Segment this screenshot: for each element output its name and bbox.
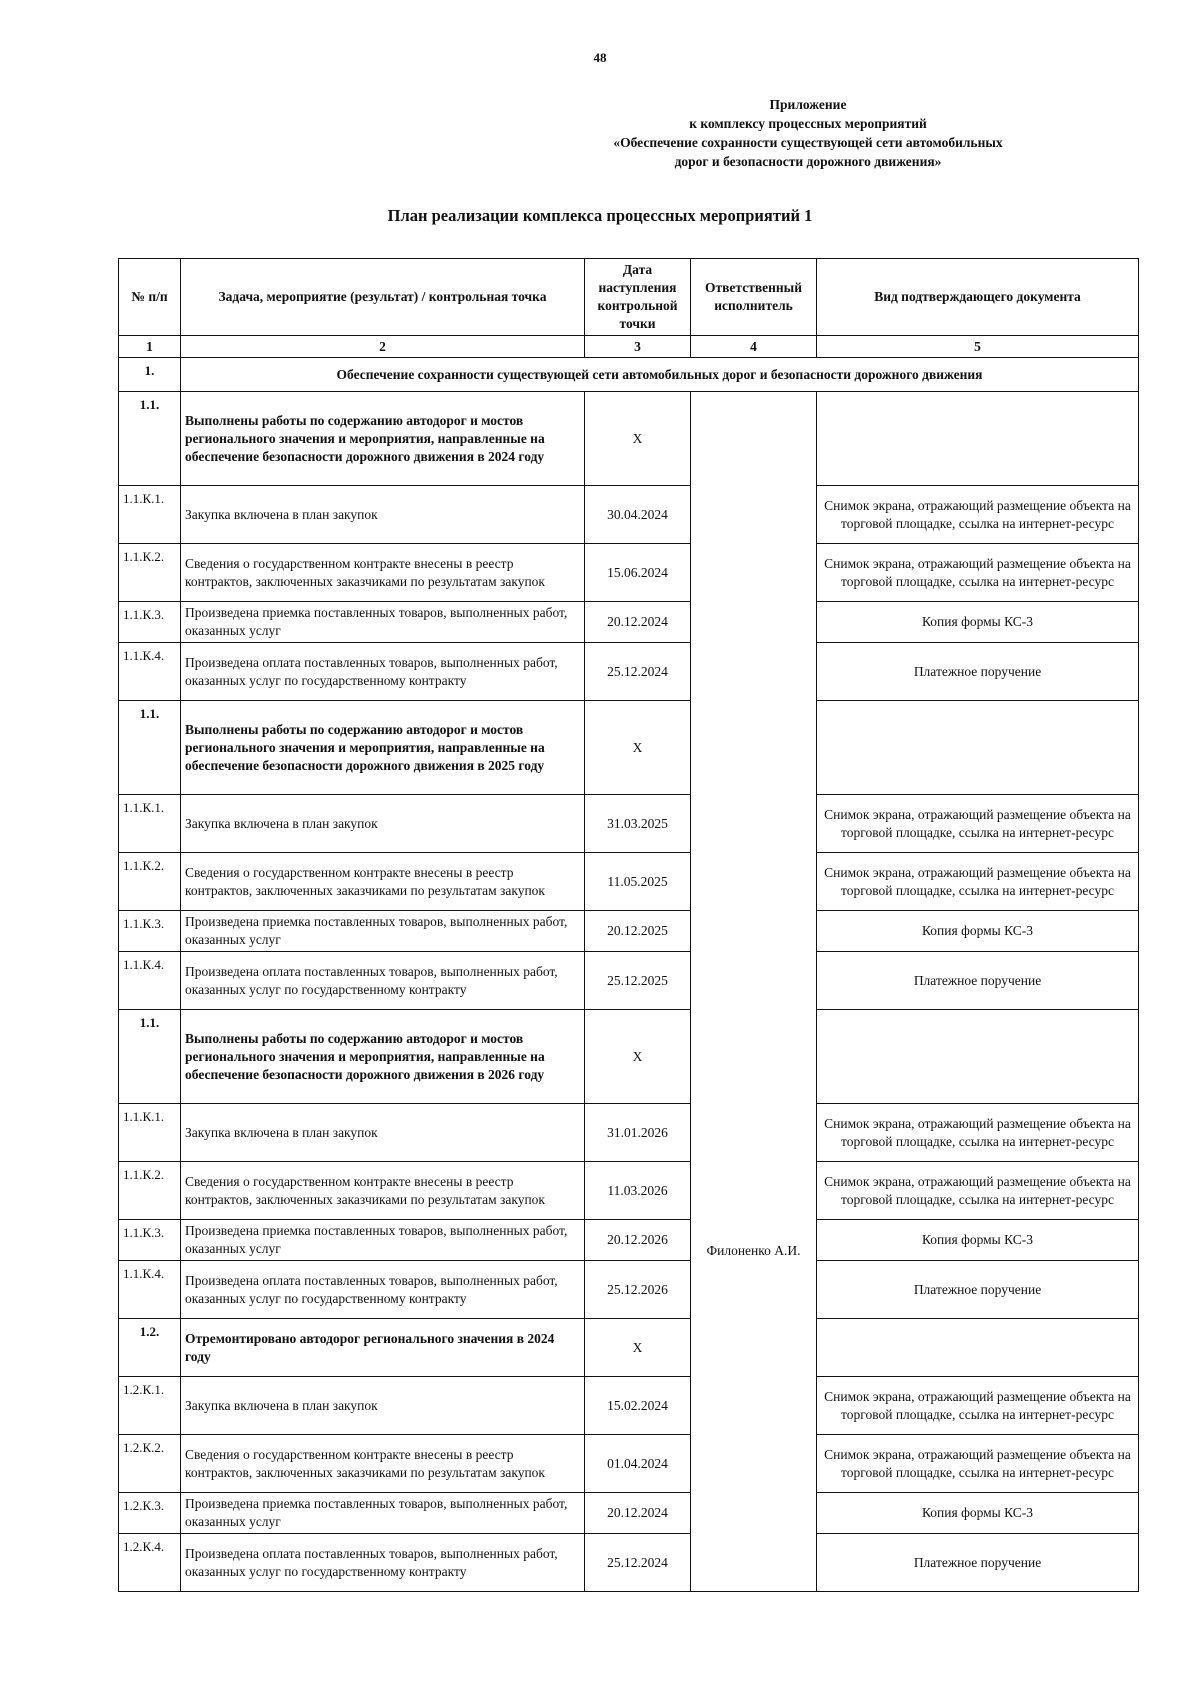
row-number: 1.1. <box>119 1010 181 1104</box>
row-date: 15.06.2024 <box>585 544 691 602</box>
row-document <box>817 1010 1139 1104</box>
row-number: 1.1.К.1. <box>119 1104 181 1162</box>
row-number: 1.1.К.3. <box>119 911 181 952</box>
header-date: Дата наступления контрольной точки <box>585 259 691 336</box>
checkpoint-row <box>119 602 1139 643</box>
row-date: 01.04.2024 <box>585 1435 691 1493</box>
row-task: Произведена приемка поставленных товаров, выполненных работ, оказанных услуг <box>181 911 585 952</box>
checkpoint-row <box>119 795 1139 853</box>
column-number-row <box>119 336 1139 358</box>
row-number: 1.1. <box>119 701 181 795</box>
row-task: Выполнены работы по содержанию автодорог и мостов регионального значения и мероприятия, направленные на обеспечение безопасности дорожного движения в 2026 году <box>181 1010 585 1104</box>
row-task: Закупка включена в план закупок <box>181 486 585 544</box>
row-number: 1.2.К.2. <box>119 1435 181 1493</box>
row-date: 30.04.2024 <box>585 486 691 544</box>
header-document: Вид подтверждающего документа <box>817 259 1139 336</box>
row-document: Снимок экрана, отражающий размещение объекта на торговой площадке, ссылка на интернет-ресурс <box>817 795 1139 853</box>
row-task: Сведения о государственном контракте внесены в реестр контрактов, заключенных заказчиками по результатам закупок <box>181 1162 585 1220</box>
task-row <box>119 701 1139 795</box>
row-date: 20.12.2024 <box>585 1493 691 1534</box>
checkpoint-row <box>119 1104 1139 1162</box>
row-number: 1.2.К.3. <box>119 1493 181 1534</box>
row-date: X <box>585 701 691 795</box>
checkpoint-row <box>119 911 1139 952</box>
row-date: 31.03.2025 <box>585 795 691 853</box>
task-row <box>119 1319 1139 1377</box>
row-document: Копия формы КС-3 <box>817 1220 1139 1261</box>
row-number: 1.2. <box>119 1319 181 1377</box>
checkpoint-row <box>119 1162 1139 1220</box>
row-document: Снимок экрана, отражающий размещение объекта на торговой площадке, ссылка на интернет-ресурс <box>817 486 1139 544</box>
row-number: 1.1.К.4. <box>119 952 181 1010</box>
row-number: 1.1.К.4. <box>119 1261 181 1319</box>
row-date: 15.02.2024 <box>585 1377 691 1435</box>
row-number: 1.1.К.2. <box>119 1162 181 1220</box>
row-task: Произведена оплата поставленных товаров, выполненных работ, оказанных услуг по государственному контракту <box>181 1534 585 1592</box>
row-document: Снимок экрана, отражающий размещение объекта на торговой площадке, ссылка на интернет-ресурс <box>817 1104 1139 1162</box>
checkpoint-row <box>119 1220 1139 1261</box>
row-task: Произведена приемка поставленных товаров, выполненных работ, оказанных услуг <box>181 602 585 643</box>
row-number: 1.1.К.4. <box>119 643 181 701</box>
responsible-executor: Филоненко А.И. <box>691 392 817 1592</box>
row-document: Платежное поручение <box>817 1534 1139 1592</box>
row-task: Выполнены работы по содержанию автодорог и мостов регионального значения и мероприятия, направленные на обеспечение безопасности дорожного движения в 2024 году <box>181 392 585 486</box>
row-date: X <box>585 1319 691 1377</box>
table-header-row <box>119 259 1139 336</box>
row-task: Произведена оплата поставленных товаров, выполненных работ, оказанных услуг по государственному контракту <box>181 1261 585 1319</box>
row-task: Закупка включена в план закупок <box>181 1377 585 1435</box>
column-number: 4 <box>691 336 817 358</box>
row-task: Произведена оплата поставленных товаров, выполненных работ, оказанных услуг по государственному контракту <box>181 952 585 1010</box>
row-number: 1.1.К.2. <box>119 853 181 911</box>
row-task: Закупка включена в план закупок <box>181 1104 585 1162</box>
row-date: 25.12.2026 <box>585 1261 691 1319</box>
row-document: Платежное поручение <box>817 952 1139 1010</box>
row-document: Платежное поручение <box>817 1261 1139 1319</box>
task-row <box>119 1010 1139 1104</box>
row-document: Снимок экрана, отражающий размещение объекта на торговой площадке, ссылка на интернет-ресурс <box>817 853 1139 911</box>
section-number: 1. <box>119 358 181 392</box>
row-date: 25.12.2024 <box>585 643 691 701</box>
row-task: Сведения о государственном контракте внесены в реестр контрактов, заключенных заказчиками по результатам закупок <box>181 1435 585 1493</box>
row-number: 1.1.К.2. <box>119 544 181 602</box>
row-number: 1.1.К.1. <box>119 795 181 853</box>
column-number: 3 <box>585 336 691 358</box>
appendix-line-3: «Обеспечение сохранности существующей сети автомобильных <box>613 135 1003 150</box>
checkpoint-row <box>119 952 1139 1010</box>
row-date: 20.12.2024 <box>585 602 691 643</box>
row-number: 1.2.К.4. <box>119 1534 181 1592</box>
row-document: Копия формы КС-3 <box>817 1493 1139 1534</box>
checkpoint-row <box>119 1261 1139 1319</box>
row-document: Снимок экрана, отражающий размещение объекта на торговой площадке, ссылка на интернет-ресурс <box>817 1162 1139 1220</box>
row-document <box>817 392 1139 486</box>
column-number: 5 <box>817 336 1139 358</box>
checkpoint-row <box>119 853 1139 911</box>
row-task: Произведена приемка поставленных товаров, выполненных работ, оказанных услуг <box>181 1493 585 1534</box>
row-task: Произведена приемка поставленных товаров, выполненных работ, оказанных услуг <box>181 1220 585 1261</box>
appendix-line-2: к комплексу процессных мероприятий <box>689 116 927 131</box>
plan-title: План реализации комплекса процессных мероприятий 1 <box>387 206 813 225</box>
checkpoint-row <box>119 643 1139 701</box>
row-number: 1.2.К.1. <box>119 1377 181 1435</box>
section-title: Обеспечение сохранности существующей сети автомобильных дорог и безопасности дорожного движения <box>181 358 1139 392</box>
checkpoint-row <box>119 1534 1139 1592</box>
appendix-line-1: Приложение <box>769 97 847 112</box>
row-document: Снимок экрана, отражающий размещение объекта на торговой площадке, ссылка на интернет-ресурс <box>817 1435 1139 1493</box>
row-number: 1.1.К.1. <box>119 486 181 544</box>
row-date: X <box>585 392 691 486</box>
row-date: 20.12.2026 <box>585 1220 691 1261</box>
task-row <box>119 392 1139 486</box>
checkpoint-row <box>119 544 1139 602</box>
header-task: Задача, мероприятие (результат) / контрольная точка <box>181 259 585 336</box>
row-date: X <box>585 1010 691 1104</box>
checkpoint-row <box>119 1435 1139 1493</box>
row-document: Снимок экрана, отражающий размещение объекта на торговой площадке, ссылка на интернет-ресурс <box>817 544 1139 602</box>
column-number: 1 <box>119 336 181 358</box>
header-num: № п/п <box>119 259 181 336</box>
section-row <box>119 358 1139 392</box>
row-task: Сведения о государственном контракте внесены в реестр контрактов, заключенных заказчиками по результатам закупок <box>181 853 585 911</box>
row-document: Снимок экрана, отражающий размещение объекта на торговой площадке, ссылка на интернет-ресурс <box>817 1377 1139 1435</box>
row-document: Копия формы КС-3 <box>817 602 1139 643</box>
row-task: Сведения о государственном контракте внесены в реестр контрактов, заключенных заказчиками по результатам закупок <box>181 544 585 602</box>
checkpoint-row <box>119 486 1139 544</box>
row-number: 1.1. <box>119 392 181 486</box>
row-date: 11.03.2026 <box>585 1162 691 1220</box>
column-number: 2 <box>181 336 585 358</box>
row-document: Копия формы КС-3 <box>817 911 1139 952</box>
page-number: 48 <box>593 50 607 65</box>
row-document <box>817 701 1139 795</box>
checkpoint-row <box>119 1377 1139 1435</box>
row-date: 25.12.2024 <box>585 1534 691 1592</box>
row-number: 1.1.К.3. <box>119 1220 181 1261</box>
row-document <box>817 1319 1139 1377</box>
row-date: 11.05.2025 <box>585 853 691 911</box>
checkpoint-row <box>119 1493 1139 1534</box>
row-date: 25.12.2025 <box>585 952 691 1010</box>
row-date: 31.01.2026 <box>585 1104 691 1162</box>
row-document: Платежное поручение <box>817 643 1139 701</box>
appendix-header <box>548 95 1068 171</box>
row-task: Закупка включена в план закупок <box>181 795 585 853</box>
row-task: Произведена оплата поставленных товаров, выполненных работ, оказанных услуг по государственному контракту <box>181 643 585 701</box>
row-date: 20.12.2025 <box>585 911 691 952</box>
row-number: 1.1.К.3. <box>119 602 181 643</box>
row-task: Выполнены работы по содержанию автодорог и мостов регионального значения и мероприятия, направленные на обеспечение безопасности дорожного движения в 2025 году <box>181 701 585 795</box>
appendix-line-4: дорог и безопасности дорожного движения» <box>674 154 942 169</box>
plan-table <box>118 258 1139 1592</box>
row-task: Отремонтировано автодорог регионального значения в 2024 году <box>181 1319 585 1377</box>
header-executor: Ответственный исполнитель <box>691 259 817 336</box>
